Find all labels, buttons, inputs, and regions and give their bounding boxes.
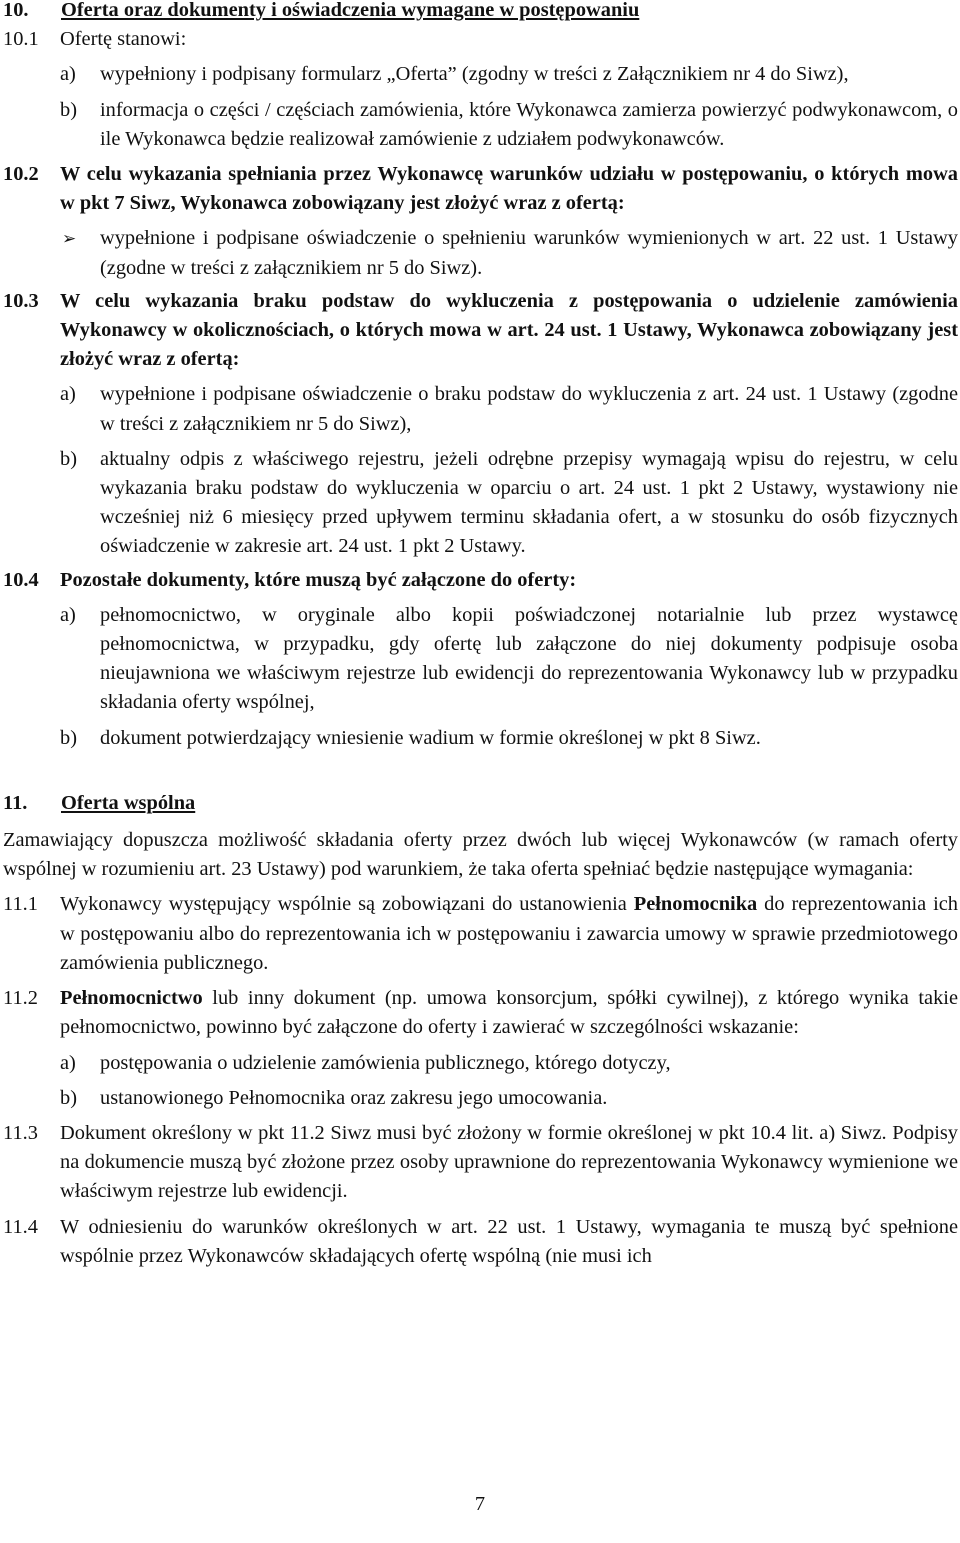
section-10-heading [3,0,958,25]
subsection-10-4-item-b [3,724,958,753]
subsection-10-1-item-a [3,60,958,89]
item-text: dokument potwierdzający wniesienie wadium w formie określonej w pkt 8 Siwz. [100,726,761,749]
subsection-11-4-number: 11.4 [3,1215,38,1238]
subsection-10-1-item-b [3,96,958,154]
subsection-10-4 [3,566,958,595]
subsection-10-4-item-a [3,601,958,718]
item-text: aktualny odpis z właściwego rejestru, jeżeli odrębne przepisy wymagają wpisu do rejestru, w celu wykazania braku podstaw do wykluczenia w oparciu o art. 24 ust. 1 pkt 2 Ustawy, wystawiony nie wcześniej niż 6 miesięcy przed upływem terminu składania ofert, a w stosunku do osób fizycznych oświadczenie w zakresie art. 24 ust. 1 pkt 2 Ustawy. [100,447,958,558]
item-text: wypełniony i podpisany formularz „Oferta” (zgodny w treści z Załącznikiem nr 4 do Siwz), [100,63,849,86]
subsection-10-3-item-a [3,380,958,438]
item-text: wypełnione i podpisane oświadczenie o braku podstaw do wykluczenia z art. 24 ust. 1 Ustawy (zgodne w treści z załącznikiem nr 5 do Siwz), [100,383,958,435]
item-label: a) [60,1051,76,1074]
section-11-intro: Zamawiający dopuszcza możliwość składania oferty przez dwóch lub więcej Wykonawców (w ramach oferty wspólnej w rozumieniu art. 23 Ustawy) pod warunkiem, że taka oferta spełniać będzie następujące wymagania: [3,829,958,881]
section-11-title: Oferta wspólna [61,791,196,814]
subsection-11-3 [3,1119,958,1207]
arrow-bullet-icon: ➢ [62,229,77,249]
section-10-title: Oferta oraz dokumenty i oświadczenia wymagane w postępowaniu [61,0,640,21]
subsection-10-2 [3,160,958,218]
subsection-10-2-text: W celu wykazania spełniania przez Wykonawcę warunków udziału w postępowaniu, o których mowa w pkt 7 Siwz, Wykonawca zobowiązany jest złożyć wraz z ofertą: [60,163,958,215]
subsection-11-1-text [60,890,958,978]
bold-term: Pełnomocnictwo [60,987,203,1010]
item-text: postępowania o udzielenie zamówienia publicznego, którego dotyczy, [100,1051,671,1074]
section-11-number: 11. [3,791,28,814]
subsection-11-1 [3,890,958,978]
subsection-10-3-item-b [3,445,958,562]
subsection-11-2-number: 11.2 [3,987,38,1010]
subsection-11-4 [3,1213,958,1271]
item-text: informacja o części / częściach zamówienia, które Wykonawca zamierza powierzyć podwykonawcom, o ile Wykonawca będzie realizował zamówienie z udziałem podwykonawców. [100,98,958,150]
item-label: a) [60,603,76,626]
item-text: pełnomocnictwo, w oryginale albo kopii poświadczonej notarialnie lub przez wystawcę pełnomocnictwa, w przypadku, gdy ofertę lub załączone do niej dokumenty podpisuje osoba nieujawniona we właściwym rejestrze lub ewidencji do reprezentowania Wykonawcy lub w przypadku składania oferty wspólnej, [100,603,958,714]
subsection-10-1-number: 10.1 [3,28,39,51]
text-part: Wykonawcy występujący wspólnie są zobowiązani do ustanowienia [60,893,634,916]
subsection-10-1-text: Ofertę stanowi: [60,28,187,51]
subsection-11-2-text [60,984,958,1042]
subsection-11-3-number: 11.3 [3,1121,38,1144]
document-page [3,0,958,1271]
subsection-10-2-bullet [3,224,958,282]
subsection-10-2-number: 10.2 [3,163,39,186]
subsection-10-1 [3,25,958,54]
text-part: lub inny dokument (np. umowa konsorcjum, spółki cywilnej), z którego wynika takie pełnomocnictwo, powinno być załączone do oferty i zawierać w szczególności wskazanie: [60,987,958,1039]
item-label: b) [60,447,77,470]
subsection-11-2-item-a [3,1049,958,1078]
item-label: a) [60,63,76,86]
bold-term: Pełnomocnika [633,893,758,916]
item-text: ustanowionego Pełnomocnika oraz zakresu jego umocowania. [100,1086,608,1109]
subsection-11-4-text: W odniesieniu do warunków określonych w art. 22 ust. 1 Ustawy, wymagania te muszą być spełnione wspólnie przez Wykonawców składających ofertę wspólną (nie musi ich [60,1215,958,1267]
subsection-10-3-text: W celu wykazania braku podstaw do wykluczenia z postępowania o udzielenie zamówienia Wykonawcy w okolicznościach, o których mowa w art. 24 ust. 1 Ustawy, Wykonawca zobowiązany jest złożyć wraz z ofertą: [60,289,958,371]
section-10-number: 10. [3,0,29,21]
item-label: b) [60,98,77,121]
subsection-10-3-number: 10.3 [3,289,39,312]
subsection-10-4-text: Pozostałe dokumenty, które muszą być załączone do oferty: [60,568,577,591]
subsection-11-1-number: 11.1 [3,893,38,916]
bullet-text: wypełnione i podpisane oświadczenie o spełnieniu warunków wymienionych w art. 22 ust. 1 Ustawy (zgodne w treści z załącznikiem nr 5 do Siwz). [100,227,958,279]
item-label: b) [60,726,77,749]
subsection-11-2 [3,984,958,1042]
text-part: do reprezentowania ich w postępowaniu albo do reprezentowania ich w postępowaniu i zawarcia umowy w sprawie przedmiotowego zamówienia publicznego. [60,893,958,974]
page-number: 7 [474,1493,486,1515]
item-label: a) [60,383,76,406]
subsection-10-4-number: 10.4 [3,568,39,591]
subsection-10-3 [3,287,958,375]
section-11-heading [3,789,958,818]
item-label: b) [60,1086,77,1109]
subsection-11-2-item-b [3,1084,958,1113]
subsection-11-3-text: Dokument określony w pkt 11.2 Siwz musi być złożony w formie określonej w pkt 10.4 lit. a) Siwz. Podpisy na dokumencie muszą być złożone przez osoby uprawnione do reprezentowania Wykonawcy wymienione we właściwym rejestrze lub ewidencji. [60,1121,958,1203]
